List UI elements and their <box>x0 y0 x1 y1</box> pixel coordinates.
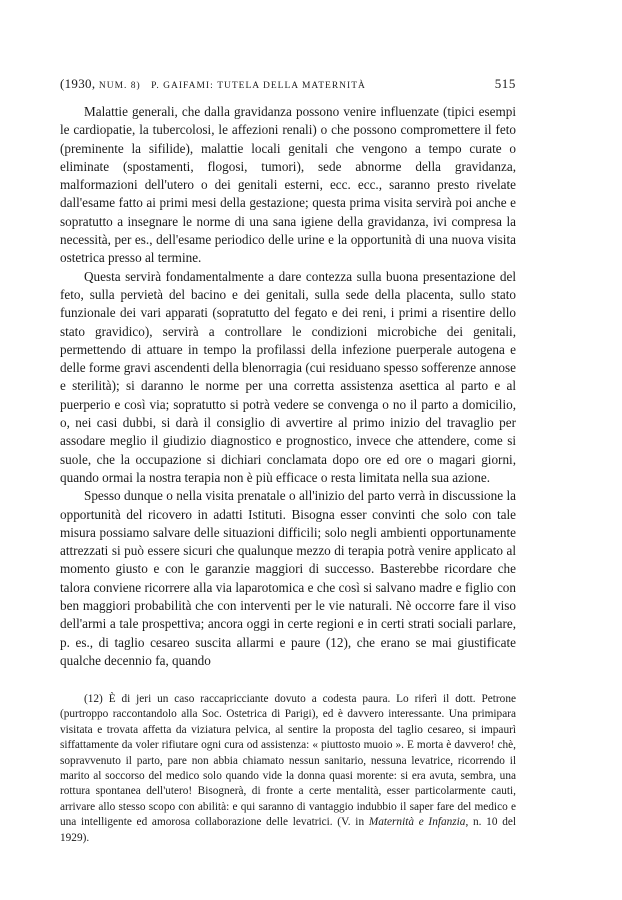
paragraph-3: Spesso dunque o nella visita prenatale o all'inizio del parto verrà in discussione la opportunità del ricovero in adatti Istituti. Bisogna esser convinti che solo con tale misura possiamo salvare delle situazioni difficili; solo negli ambienti opportunamente attrezzati si può essere sicuri che qualunque mezzo di terapia potrà venire applicato al momento giusto e con le garanzie maggiori di successo. Basterebbe ricordare che talora conviene ricorrere alla via laparotomica e che così si salvano madre e figlio con ben maggiori probabilità che con interventi per le vie naturali. Nè occorre fare il viso dell'armi a tale prospettiva; ancora oggi in certe regioni e in certi strati sociali parlare, p. es., di taglio cesareo suscita allarmi e paure (12), che erano se mai giustificate qualche decennio fa, quando <box>60 488 516 668</box>
body-text <box>60 103 516 670</box>
paragraph-2: Questa servirà fondamentalmente a dare contezza sulla buona presentazione del feto, sulla pervietà del bacino e dei genitali, sulla sede della placenta, sullo stato funzionale dei vari apparati (sopratutto del fegato e dei reni, i primi a risentire dello stato gravidico), servirà a controllare le condizioni microbiche dei genitali, permettendo di attuare in tempo la profilassi della infezione puerperale autogena e delle forme gravi ascendenti della blenorragia (cui residuano spesso sofferenze annose e sterilità); si daranno le norme per una corretta assistenza asettica al parto e al puerperio e così via; sopratutto si potrà vedere se convenga o no il parto a domicilio, o, nei casi dubbi, si darà il consiglio di avvertire al primo inizio del travaglio per assodare meglio il giudizio diagnostico e prognostico, invece che attendere, come si suole, che la occupazione si dichiari conclamata dopo ore ed ore o magari giorni, quando ormai la nostra terapia non è più efficace o resta limitata nella sua azione. <box>60 268 517 485</box>
header-title: TUTELA DELLA MATERNITÀ <box>217 81 366 91</box>
footnote-journal: Maternità e Infanzia <box>368 816 466 829</box>
footnote-paragraph <box>60 692 516 846</box>
running-header <box>60 76 516 94</box>
header-left <box>60 76 366 92</box>
header-year: (1930, <box>60 76 96 91</box>
footnote-12 <box>60 692 516 846</box>
page-number: 515 <box>494 76 516 91</box>
header-author: P. GAIFAMI: <box>151 81 214 91</box>
footnote-text: (12) È di jeri un caso raccapricciante dovuto a codesta paura. Lo riferì il dott. Petrone (purtroppo raccontandolo alla Soc. Ostetrica di Parigi), ed è davvero interessante. Una primipara visitata e trovata affetta da viziatura pelvica, al sentire la proposta del taglio cesareo, si impaurì siffattamente da voler rifiutare ogni cura od assistenza: « piuttosto muoio ». E morta è davvero! chè, sopravvenuto il parto, pare non abbia chiamato nessun sanitario, nessuna levatrice, ricorrendo il marito al soccorso del medico solo quando vide la donna quasi morente: si era avuta, sembra, una rottura spontanea dell'utero! Bisognerà, di fronte a certe mentalità, esser particolarmente cauti, arrivare allo stesso scopo con abilità: e qui saranno di vantaggio indubbio il saper fare del medico e una intelligente ed amorosa collaborazione delle levatrici. (V. in <box>60 693 516 829</box>
footnote-citation: , n. 10 del 1929). <box>60 816 516 844</box>
header-issue: NUM. 8) <box>98 81 141 91</box>
paragraph-1: Malattie generali, che dalla gravidanza possono venire influenzate (tipici esempi le cardiopatie, la tubercolosi, le affezioni renali) o che possono compromettere il feto (preminente la sifilide), malattie locali genitali che vengono a tempo curate o eliminate (spostamenti, flogosi, tumori), sede abnorme della gravidanza, malformazioni dell'utero o dei genitali esterni, ecc. ecc., saranno presto rivelate dall'esame fatto ai primi mesi della gestazione; questa prima visita servirà poi anche e sopratutto a insegnare le norme di una sana igiene della gravidanza, ivi compresa la necessità, per es., dell'esame periodico delle urine e la opportunità di una nuova visita ostetrica presso al termine. <box>60 104 516 266</box>
